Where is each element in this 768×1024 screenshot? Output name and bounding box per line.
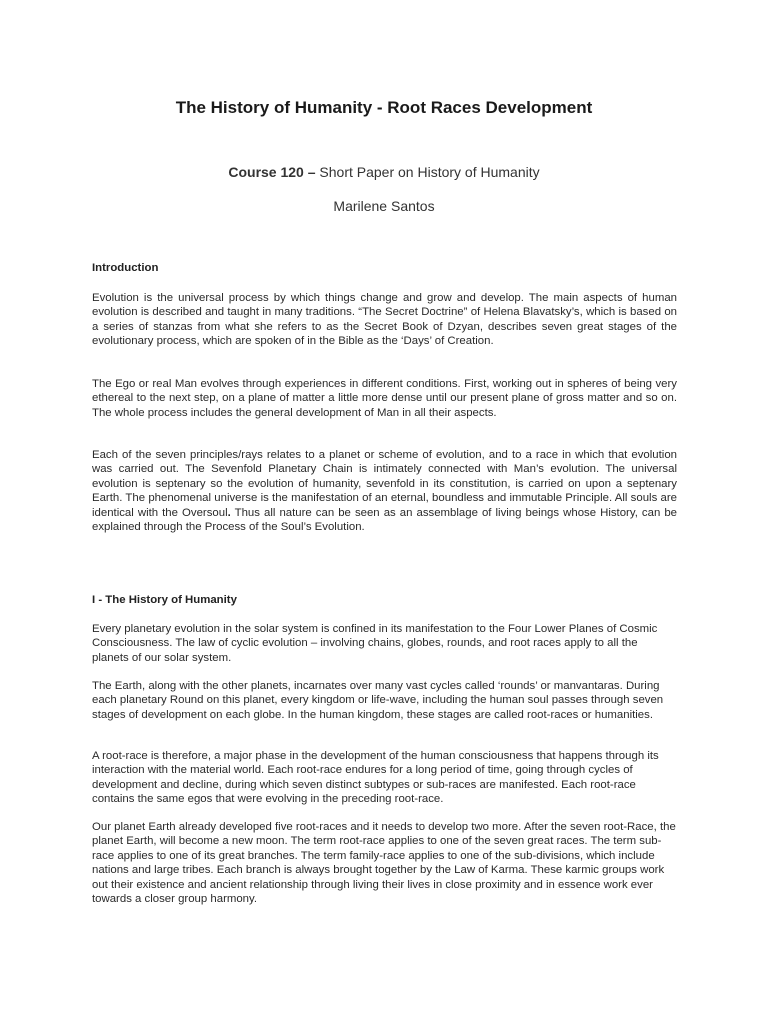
intro-paragraph-2: The Ego or real Man evolves through experiences in different conditions. First, working out in spheres of being very ethereal to the next step, on a plane of matter a little more dense until our present plane of gross matter and so on. The whole process includes the general development of Man in all their aspects. (92, 378, 677, 419)
intro-paragraph-1: Evolution is the universal process by which things change and grow and develop. The main aspects of human evolution is described and taught in many traditions. “The Secret Doctrine” of Helena Blavatsky’s, which is based on a series of stanzas from what she refers to as the Secret Book of Dzyan, describes seven great stages of the evolutionary process, which are spoken of in the Bible as the ‘Days’ of Creation. (92, 292, 677, 348)
section1-paragraph-1: Every planetary evolution in the solar system is confined in its manifestation to the Four Lower Planes of Cosmic Consciousness. The law of cyclic evolution – involving chains, globes, rounds, and root races apply to all the planets of our solar system. (92, 623, 658, 664)
introduction-heading: Introduction (92, 262, 159, 274)
section1-paragraph-4: Our planet Earth already developed five root-races and it needs to develop two more. After the seven root-Race, the planet Earth, will become a new moon. The term root-race applies to one of the seven great races. The term sub-race applies to one of its great branches. The term family-race applies to one of the sub-divisions, which include nations and large tribes. Each branch is always brought together by the Law of Karma. These karmic groups work out their existence and ancient relationship through living their lives in close proximity and in essence work ever towards a closer group harmony. (92, 821, 676, 906)
intro-paragraph-3 (92, 448, 677, 534)
intro-paragraph-3-tail: Thus all nature can be seen as an assemblage of living beings whose History, can be explained through the Process of the Soul’s Evolution. (92, 506, 677, 534)
section1-heading: I - The History of Humanity (92, 594, 237, 606)
document-title: The History of Humanity - Root Races Development (175, 98, 593, 117)
author-name: Marilene Santos (333, 198, 435, 214)
intro-paragraph-3-dot: . (227, 506, 231, 519)
course-label: Course 120 – (228, 164, 316, 180)
course-text: Short Paper on History of Humanity (315, 164, 540, 180)
intro-paragraph-3-main: Each of the seven principles/rays relates to a planet or scheme of evolution, and to a race in which that evolution was carried out. The Sevenfold Planetary Chain is intimately connected with Man’s evolution. The universal evolution is septenary so the evolution of humanity, sevenfold in its constitution, is carried on upon a septenary Earth. The phenomenal universe is the manifestation of an eternal, boundless and immutable Principle. All souls are identical with the Oversoul (92, 449, 677, 519)
course-subtitle (0, 164, 768, 180)
section1-paragraph-3: A root-race is therefore, a major phase in the development of the human consciousness that happens through its interaction with the material world. Each root-race endures for a long period of time, going through cycles of development and decline, during which seven distinct subtypes or sub-races are manifested. Each root-race contains the same egos that were evolving in the preceding root-race. (92, 750, 659, 806)
section1-paragraph-2: The Earth, along with the other planets, incarnates over many vast cycles called ‘rounds’ or manvantaras. During each planetary Round on this planet, every kingdom or life-wave, including the human soul passes through seven stages of development on each globe. In the human kingdom, these stages are called root-races or humanities. (92, 680, 664, 721)
